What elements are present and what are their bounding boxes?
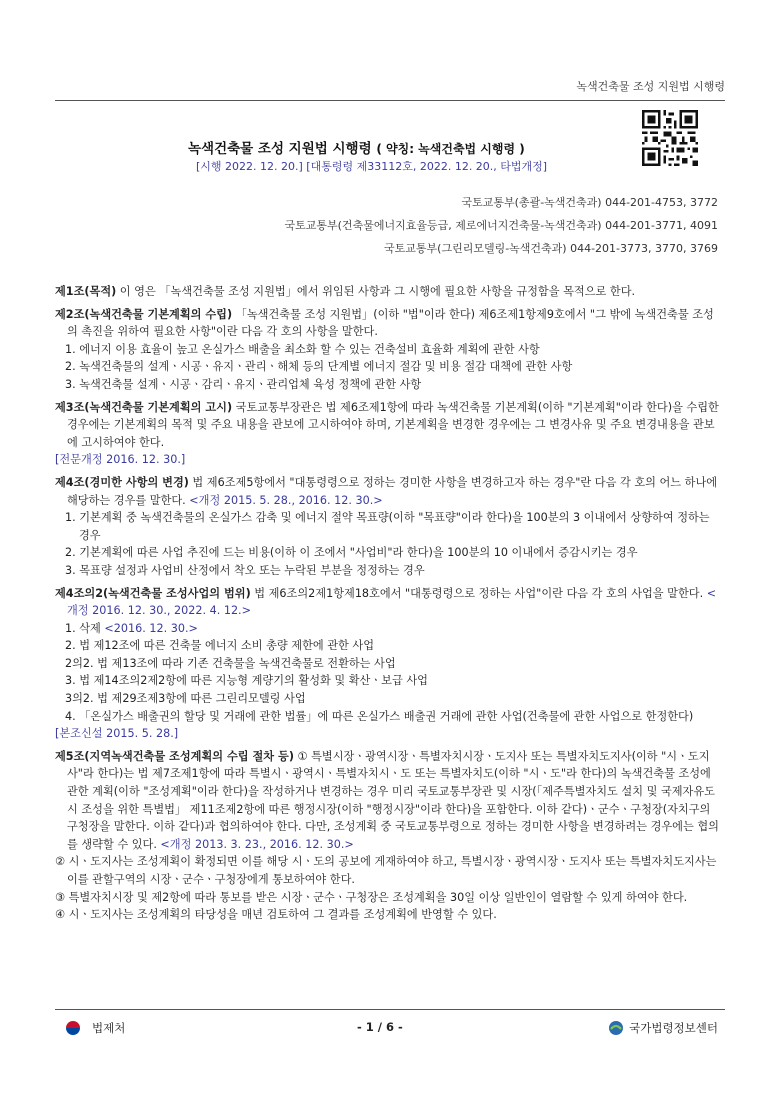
list-item: 1. 기본계획 중 녹색건축물의 온실가스 감축 및 에너지 절약 목표량(이하 "목표량"이라 한다)을 100분의 3 이내에서 상향하여 정하는 경우 (65, 511, 710, 542)
footer-law-center: 국가법령정보센터 (629, 1021, 718, 1035)
paragraph: ④ 시ㆍ도지사는 조성계획의 타당성을 매년 검토하여 그 결과를 조성계획에 반영할 수 있다. (55, 908, 497, 922)
paragraph: ② 시ㆍ도지사는 조성계획이 확정되면 이를 해당 시ㆍ도의 공보에 게재하여야 하고, 특별시장ㆍ광역시장ㆍ도지사 또는 특별자치도지사는 이를 관할구역의 시장ㆍ군수ㆍ구청장에게 통보하여야 한다. (55, 855, 717, 886)
list-item: 2의2. 법 제13조에 따라 기존 건축물을 녹색건축물로 전환하는 사업 (65, 656, 396, 670)
article-text: 법 제6조의2제1항제18호에서 "대통령령으로 정하는 사업"이란 다음 각 호의 사업을 말한다. (250, 586, 704, 600)
amendment-note: <개정 2015. 5. 28., 2016. 12. 30.> (185, 493, 383, 507)
contact-line-1: 국토교통부(총괄-녹색건축과) 044-201-4753, 3772 (461, 196, 718, 209)
article-heading: 제3조(녹색건축물 기본계획의 고시) (55, 400, 233, 414)
article-heading: 제4조(경미한 사항의 변경) (55, 475, 189, 489)
contact-line-2: 국토교통부(건축물에너지효율등급, 제로에너지건축물-녹색건축과) 044-201-3771, 4091 (284, 219, 718, 232)
article-text: 법 제6조제5항에서 "대통령령으로 정하는 경미한 사항을 변경하고자 하는 경우"란 다음 각 호의 어느 하나에 해당하는 경우를 말한다. (67, 475, 718, 507)
article-heading: 제5조(지역녹색건축물 조성계획의 수립 절차 등) (55, 749, 294, 763)
article-text: ① 특별시장ㆍ광역시장ㆍ특별자치시장ㆍ도지사 또는 특별자치도지사(이하 "시ㆍ도지사"라 한다)는 법 제7조제1항에 따라 특별시ㆍ광역시ㆍ특별자치시ㆍ도 또는 특별자치도(이하 "시ㆍ도"라 한다)의 녹색건축물 조성에 관한 계획(이하 "조성계획"이라 한다)을 작성하거나 변경하는 경우 미리 국토교통부장관 및 시장(「제주특별자치도 설치 및 국제자유도시 조성을 위한 특별법」 제11조제2항에 따른 행정시장(이하 "행정시장"이라 한다)을 포함한다. 이하 같다)ㆍ군수ㆍ구청장(자치구의 구청장을 말한다. 이하 같다)과 협의하여야 한다. 다만, 조성계획 중 국토교통부령으로 정하는 경미한 사항을 변경하려는 경우에는 협의를 생략할 수 있다. (67, 749, 719, 851)
document-body (55, 283, 723, 929)
article-2 (55, 306, 723, 394)
list-item: 3. 목표량 설정과 사업비 산정에서 착오 또는 누락된 부분을 정정하는 경우 (65, 563, 425, 577)
list-item: 2. 녹색건축물의 설계ㆍ시공ㆍ유지ㆍ관리ㆍ해체 등의 단계별 에너지 절감 및 비용 절감 대책에 관한 사항 (65, 360, 573, 374)
article-heading: 제1조(목적) (55, 285, 117, 298)
footer-publisher: 법제처 (92, 1021, 126, 1035)
amendment-note: <개정 2016. 12. 30., 2022. 4. 12.> (67, 586, 717, 618)
footer-right (608, 1020, 718, 1036)
footer-left (66, 1020, 125, 1036)
article-4-2 (55, 585, 723, 743)
amendment-note: <2016. 12. 30.> (100, 621, 198, 635)
list-item: 2. 기본계획에 따른 사업 추진에 드는 비용(이하 이 조에서 "사업비"라 한다)을 100분의 10 이내에서 증감시키는 경우 (65, 546, 638, 560)
article-text: 「녹색건축물 조성 지원법」(이하 "법"이라 한다) 제6조제1항제9호에서 "그 밖에 녹색건축물 조성의 촉진을 위하여 필요한 사항"이란 다음 각 호의 사항을 말한다. (67, 307, 714, 339)
header-title: 녹색건축물 조성 지원법 시행령 (576, 80, 725, 93)
document-title: 녹색건축물 조성 지원법 시행령 ( 약칭: 녹색건축법 시행령 ) (188, 141, 525, 157)
article-3 (55, 399, 723, 469)
article-1 (55, 283, 723, 301)
revision-tag: [전문개정 2016. 12. 30.] (55, 453, 186, 467)
law-center-logo-icon (608, 1020, 624, 1036)
list-item: 3. 녹색건축물 설계ㆍ시공ㆍ감리ㆍ유지ㆍ관리업체 육성 정책에 관한 사항 (65, 377, 422, 391)
article-heading: 제4조의2(녹색건축물 조성사업의 범위) (55, 586, 251, 600)
list-item: 3. 법 제14조의2제2항에 따른 지능형 계량기의 활성화 및 확산ㆍ보급 사업 (65, 674, 428, 688)
page-number: - 1 / 6 - (357, 1020, 403, 1034)
article-5 (55, 748, 723, 924)
article-text: 이 영은 「녹색건축물 조성 지원법」에서 위임된 사항과 그 시행에 필요한 사항을 규정함을 목적으로 한다. (116, 285, 636, 298)
article-text: 국토교통부장관은 법 제6조제1항에 따라 녹색건축물 기본계획(이하 "기본계획"이라 한다)을 수립한 경우에는 기본계획의 목적 및 주요 내용을 관보에 고시하여야 하며, 기본계획을 변경한 경우에는 그 변경사유 및 주요 변경내용을 관보에 고시하여야 한다. (67, 400, 719, 449)
footer-divider (55, 1009, 725, 1010)
article-4 (55, 474, 723, 580)
list-item: 4. 「온실가스 배출권의 할당 및 거래에 관한 법률」에 따른 온실가스 배출권 거래에 관한 사업(건축물에 관한 사업으로 한정한다) (65, 709, 694, 723)
korea-emblem-icon (66, 1021, 80, 1035)
list-item: 2. 법 제12조에 따른 건축물 에너지 소비 총량 제한에 관한 사업 (65, 639, 375, 653)
amendment-note: <개정 2013. 3. 23., 2016. 12. 30.> (156, 837, 354, 851)
qr-code-icon (642, 110, 698, 166)
revision-tag: [본조신설 2015. 5. 28.] (55, 727, 179, 741)
document-enforcement-info: [시행 2022. 12. 20.] [대통령령 제33112호, 2022. 12. 20., 타법개정] (196, 160, 548, 173)
header-divider (55, 100, 725, 101)
document-abbreviation: ( 약칭: 녹색건축법 시행령 ) (376, 142, 525, 156)
list-item: 1. 에너지 이용 효율이 높고 온실가스 배출을 최소화 할 수 있는 건축설비 효율화 계획에 관한 사항 (65, 342, 540, 356)
contact-line-3: 국토교통부(그린리모델링-녹색건축과) 044-201-3773, 3770, 3769 (384, 242, 718, 255)
list-item: 3의2. 법 제29조제3항에 따른 그린리모델링 사업 (65, 692, 306, 706)
article-heading: 제2조(녹색건축물 기본계획의 수립) (55, 307, 233, 321)
paragraph: ③ 특별자치시장 및 제2항에 따라 통보를 받은 시장ㆍ군수ㆍ구청장은 조성계획을 30일 이상 일반인이 열람할 수 있게 하여야 한다. (55, 890, 688, 904)
list-item: 1. 삭제 <2016. 12. 30.> (65, 621, 198, 635)
